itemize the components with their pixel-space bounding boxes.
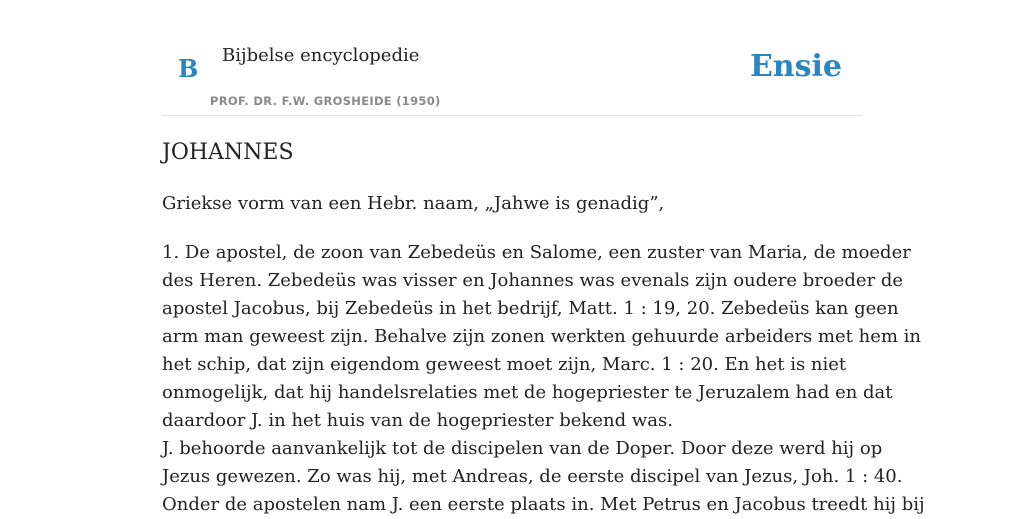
- body-line: des Heren. Zebedeüs was visser en Johannes was evenals zijn oudere broeder de: [162, 270, 904, 291]
- header: [162, 0, 862, 116]
- body-line: arm man geweest zijn. Behalve zijn zonen werkten gehuurde arbeiders met hem in: [162, 326, 921, 347]
- body-line: daardoor J. in het huis van de hogepriester bekend was.: [162, 410, 673, 431]
- body-line: het schip, dat zijn eigendom geweest moet zijn, Marc. 1 : 20. En het is niet: [162, 354, 847, 375]
- body-line: J. behoorde aanvankelijk tot de discipelen van de Doper. Door deze werd hij op: [162, 438, 883, 459]
- body-line: onmogelijk, dat hij handelsrelaties met de hogepriester te Jeruzalem had en dat: [162, 382, 893, 403]
- entry-title: JOHANNES: [162, 140, 294, 165]
- book-author: PROF. DR. F.W. GROSHEIDE (1950): [210, 94, 441, 108]
- body-line: Jezus gewezen. Zo was hij, met Andreas, de eerste discipel van Jezus, Joh. 1 : 40.: [162, 466, 903, 487]
- page: [162, 0, 925, 515]
- body-line: apostel Jacobus, bij Zebedeüs in het bedrijf, Matt. 1 : 19, 20. Zebedeüs kan geen: [162, 298, 899, 319]
- body-line: 1. De apostel, de zoon van Zebedeüs en Salome, een zuster van Maria, de moeder: [162, 242, 911, 263]
- book-logo[interactable]: B: [178, 54, 199, 83]
- book-title-link[interactable]: Bijbelse encyclopedie: [222, 45, 420, 66]
- entry-intro: Griekse vorm van een Hebr. naam, „Jahwe is genadig”,: [162, 193, 665, 214]
- entry-body: [162, 239, 925, 519]
- body-line: Onder de apostelen nam J. een eerste plaats in. Met Petrus en Jacobus treedt hij bij: [162, 494, 925, 515]
- ensie-logo-link[interactable]: Ensie: [749, 49, 842, 84]
